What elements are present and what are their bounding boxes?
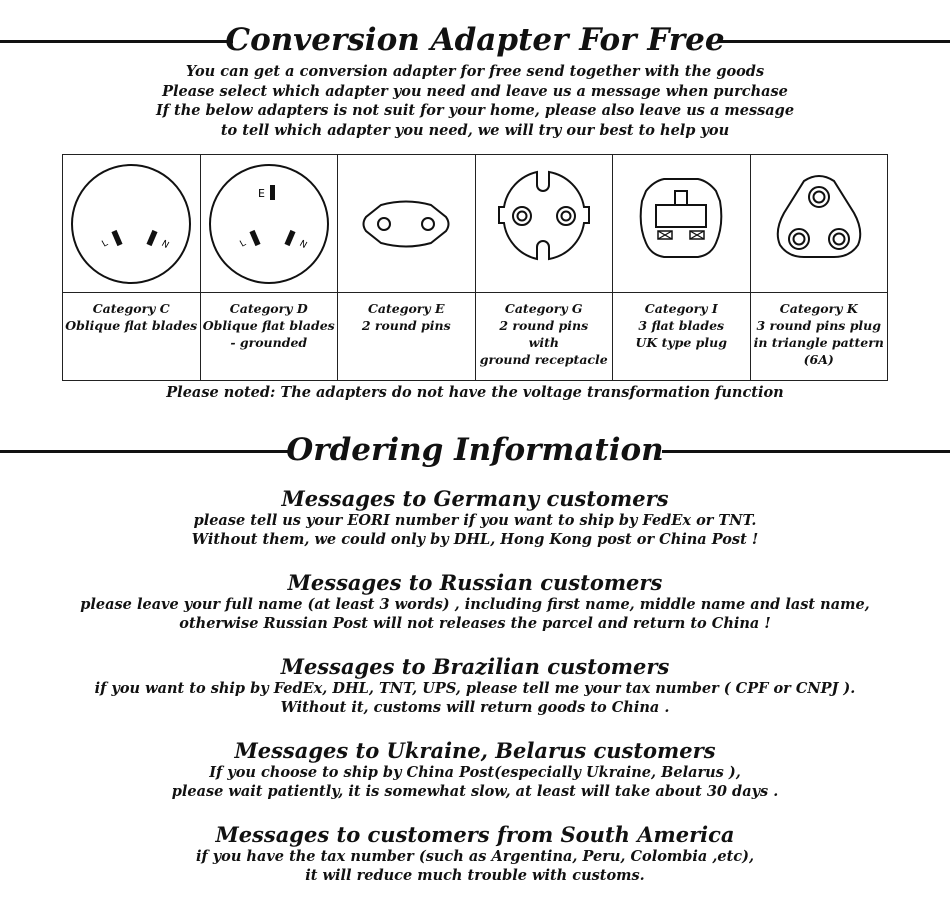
message-heading: Messages to Russian customers (287, 570, 663, 595)
plug-label-line: Category K (779, 301, 858, 316)
pin-label-n: N (159, 238, 171, 251)
plug-label-line: Category D (229, 301, 308, 316)
plug-cell (613, 155, 751, 293)
plug-label-line: (6A) (803, 352, 834, 367)
message-line: If you choose to ship by China Post(especially Ukraine, Belarus ), (209, 764, 741, 781)
plug-label-line: 2 round pins (361, 318, 451, 333)
category-g-plug-icon (479, 155, 609, 290)
plug-label-category-e (338, 293, 476, 381)
message-line: please wait patiently, it is somewhat slow, at least will take about 30 days . (171, 782, 779, 800)
plug-label-line: Category G (504, 301, 583, 316)
message-heading: Messages to customers from South America (215, 822, 735, 847)
message-line: if you have the tax number (such as Argentina, Peru, Colombia ,etc), (195, 848, 755, 865)
message-line: please tell us your EORI number if you want to ship by FedEx or TNT. (193, 512, 757, 529)
plug-label-line: with (528, 335, 559, 350)
plug-label-line: in triangle pattern (753, 335, 884, 350)
message-line: if you want to ship by FedEx, DHL, TNT, UPS, please tell me your tax number ( CPF or CNPJ ). (94, 680, 856, 697)
message-line: please leave your full name (at least 3 words) , including first name, middle name and last name, (80, 596, 870, 613)
plug-cell (200, 155, 338, 293)
message-south-america (0, 821, 950, 885)
plug-cell (750, 155, 888, 293)
intro-line: If the below adapters is not suit for your home, please also leave us a message (155, 102, 795, 119)
message-germany (0, 485, 950, 549)
plug-label-line: - grounded (230, 335, 308, 350)
plug-label-line: Oblique flat blades (65, 318, 198, 333)
message-heading: Messages to Ukraine, Belarus customers (234, 738, 716, 763)
message-line: Without them, we could only by DHL, Hong Kong post or China Post ! (191, 530, 759, 548)
message-line: it will reduce much trouble with customs. (305, 866, 645, 884)
plug-label-category-g (475, 293, 613, 381)
message-line: otherwise Russian Post will not releases the parcel and return to China ! (179, 614, 771, 632)
pin-label-n: N (297, 238, 309, 251)
category-e-plug-icon (341, 155, 471, 290)
adapter-title: Conversion Adapter For Free (225, 22, 725, 58)
plug-label-category-k (750, 293, 888, 381)
message-russia (0, 569, 950, 633)
message-brazil (0, 653, 950, 717)
plug-label-category-i (613, 293, 751, 381)
plug-label-line: Oblique flat blades (202, 318, 335, 333)
category-d-plug-icon (204, 155, 334, 290)
voltage-note: Please noted: The adapters do not have the voltage transformation function (166, 384, 784, 401)
plug-label-line: ground receptacle (479, 352, 608, 367)
plug-cell (63, 155, 201, 293)
message-line: Without it, customs will return goods to China . (280, 698, 670, 716)
category-c-plug-icon (66, 155, 196, 290)
plug-label-category-c (63, 293, 201, 381)
message-heading: Messages to Germany customers (281, 486, 669, 511)
plug-label-line: Category E (367, 301, 445, 316)
category-i-plug-icon (616, 155, 746, 290)
plug-label-line: Category I (644, 301, 718, 316)
pin-label-e: E (257, 187, 265, 200)
plug-label-line: UK type plug (635, 335, 728, 350)
category-k-plug-icon (754, 155, 884, 290)
intro-line: You can get a conversion adapter for free send together with the goods (185, 63, 765, 80)
plug-cell (475, 155, 613, 293)
intro-line: to tell which adapter you need, we will try our best to help you (220, 121, 730, 139)
plug-cell (338, 155, 476, 293)
ordering-title: Ordering Information (286, 432, 664, 468)
plug-label-line: 2 round pins (499, 318, 589, 333)
intro-line: Please select which adapter you need and leave us a message when purchase (162, 82, 788, 100)
plug-label-line: 3 flat blades (638, 318, 725, 333)
plug-label-line: 3 round pins plug (756, 318, 882, 333)
adapter-table (62, 154, 888, 381)
plug-label-category-d (200, 293, 338, 381)
message-ukraine-belarus (0, 737, 950, 801)
message-heading: Messages to Brazilian customers (280, 654, 670, 679)
pin-label-l: L (238, 238, 248, 250)
plug-label-line: Category C (92, 301, 170, 316)
pin-label-l: L (100, 238, 111, 250)
adapter-intro (0, 62, 950, 140)
